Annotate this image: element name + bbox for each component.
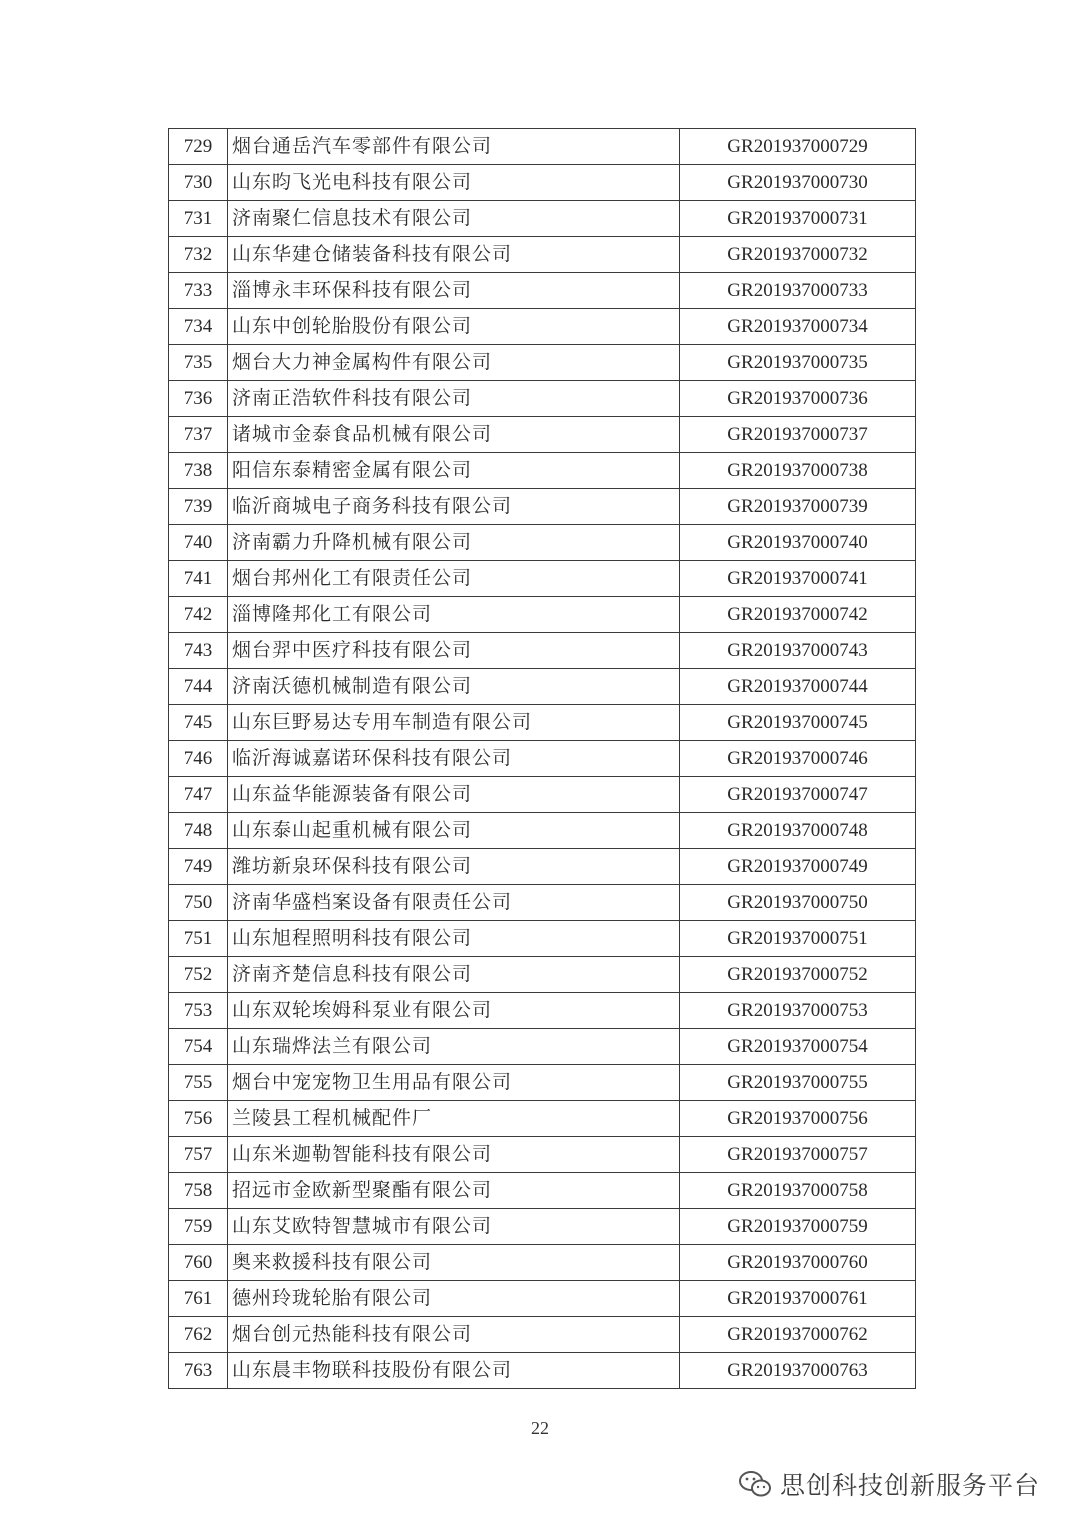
company-table	[168, 128, 916, 1389]
table-row	[169, 633, 916, 669]
certificate-code: GR201937000759	[680, 1209, 916, 1245]
table-row	[169, 1245, 916, 1281]
table-row	[169, 129, 916, 165]
table-row	[169, 1209, 916, 1245]
row-number: 748	[169, 813, 228, 849]
table-row	[169, 1173, 916, 1209]
certificate-code: GR201937000749	[680, 849, 916, 885]
row-number: 740	[169, 525, 228, 561]
row-number: 743	[169, 633, 228, 669]
row-number: 753	[169, 993, 228, 1029]
table-row	[169, 201, 916, 237]
company-name: 山东益华能源装备有限公司	[228, 777, 680, 813]
certificate-code: GR201937000729	[680, 129, 916, 165]
table-row	[169, 1029, 916, 1065]
certificate-code: GR201937000738	[680, 453, 916, 489]
row-number: 763	[169, 1353, 228, 1389]
row-number: 731	[169, 201, 228, 237]
certificate-code: GR201937000746	[680, 741, 916, 777]
certificate-code: GR201937000762	[680, 1317, 916, 1353]
company-name: 诸城市金泰食品机械有限公司	[228, 417, 680, 453]
certificate-code: GR201937000731	[680, 201, 916, 237]
certificate-code: GR201937000755	[680, 1065, 916, 1101]
row-number: 746	[169, 741, 228, 777]
certificate-code: GR201937000752	[680, 957, 916, 993]
certificate-code: GR201937000743	[680, 633, 916, 669]
row-number: 738	[169, 453, 228, 489]
company-name: 山东华建仓储装备科技有限公司	[228, 237, 680, 273]
row-number: 750	[169, 885, 228, 921]
certificate-code: GR201937000757	[680, 1137, 916, 1173]
table-row	[169, 489, 916, 525]
certificate-code: GR201937000748	[680, 813, 916, 849]
table-row	[169, 345, 916, 381]
row-number: 757	[169, 1137, 228, 1173]
table-row	[169, 1065, 916, 1101]
row-number: 744	[169, 669, 228, 705]
table-row	[169, 525, 916, 561]
table-row	[169, 669, 916, 705]
table-row	[169, 381, 916, 417]
company-name: 济南齐楚信息科技有限公司	[228, 957, 680, 993]
company-name: 临沂海诚嘉诺环保科技有限公司	[228, 741, 680, 777]
certificate-code: GR201937000760	[680, 1245, 916, 1281]
table-row	[169, 237, 916, 273]
certificate-code: GR201937000745	[680, 705, 916, 741]
row-number: 751	[169, 921, 228, 957]
company-name: 招远市金欧新型聚酯有限公司	[228, 1173, 680, 1209]
table-row	[169, 921, 916, 957]
table-row	[169, 993, 916, 1029]
certificate-code: GR201937000744	[680, 669, 916, 705]
certificate-code: GR201937000736	[680, 381, 916, 417]
company-name: 济南华盛档案设备有限责任公司	[228, 885, 680, 921]
row-number: 760	[169, 1245, 228, 1281]
table-row	[169, 417, 916, 453]
company-name: 潍坊新泉环保科技有限公司	[228, 849, 680, 885]
row-number: 747	[169, 777, 228, 813]
company-name: 山东米迦勒智能科技有限公司	[228, 1137, 680, 1173]
row-number: 754	[169, 1029, 228, 1065]
row-number: 733	[169, 273, 228, 309]
company-name: 山东艾欧特智慧城市有限公司	[228, 1209, 680, 1245]
row-number: 762	[169, 1317, 228, 1353]
certificate-code: GR201937000740	[680, 525, 916, 561]
company-name: 烟台羿中医疗科技有限公司	[228, 633, 680, 669]
table-row	[169, 273, 916, 309]
table-row	[169, 813, 916, 849]
row-number: 745	[169, 705, 228, 741]
row-number: 735	[169, 345, 228, 381]
watermark-text: 思创科技创新服务平台	[779, 1471, 1040, 1500]
wechat-icon	[738, 1469, 772, 1499]
table-row	[169, 705, 916, 741]
table-row	[169, 777, 916, 813]
certificate-code: GR201937000734	[680, 309, 916, 345]
company-name: 烟台邦州化工有限责任公司	[228, 561, 680, 597]
certificate-code: GR201937000758	[680, 1173, 916, 1209]
row-number: 741	[169, 561, 228, 597]
table-row	[169, 561, 916, 597]
company-name: 阳信东泰精密金属有限公司	[228, 453, 680, 489]
row-number: 742	[169, 597, 228, 633]
company-name: 山东巨野易达专用车制造有限公司	[228, 705, 680, 741]
row-number: 756	[169, 1101, 228, 1137]
company-name: 烟台通岳汽车零部件有限公司	[228, 129, 680, 165]
company-name: 山东晨丰物联科技股份有限公司	[228, 1353, 680, 1389]
row-number: 737	[169, 417, 228, 453]
company-name: 淄博隆邦化工有限公司	[228, 597, 680, 633]
certificate-code: GR201937000739	[680, 489, 916, 525]
watermark	[738, 1466, 1040, 1502]
company-name: 济南沃德机械制造有限公司	[228, 669, 680, 705]
certificate-code: GR201937000753	[680, 993, 916, 1029]
company-name: 山东瑞烨法兰有限公司	[228, 1029, 680, 1065]
row-number: 761	[169, 1281, 228, 1317]
row-number: 759	[169, 1209, 228, 1245]
table-row	[169, 165, 916, 201]
row-number: 755	[169, 1065, 228, 1101]
table-row	[169, 957, 916, 993]
row-number: 758	[169, 1173, 228, 1209]
table-row	[169, 1137, 916, 1173]
certificate-code: GR201937000747	[680, 777, 916, 813]
row-number: 736	[169, 381, 228, 417]
company-name: 奥来救援科技有限公司	[228, 1245, 680, 1281]
row-number: 749	[169, 849, 228, 885]
company-name: 济南霸力升降机械有限公司	[228, 525, 680, 561]
certificate-code: GR201937000735	[680, 345, 916, 381]
company-name: 山东昀飞光电科技有限公司	[228, 165, 680, 201]
table-row	[169, 453, 916, 489]
company-name: 山东中创轮胎股份有限公司	[228, 309, 680, 345]
company-name: 兰陵县工程机械配件厂	[228, 1101, 680, 1137]
row-number: 730	[169, 165, 228, 201]
row-number: 752	[169, 957, 228, 993]
certificate-code: GR201937000750	[680, 885, 916, 921]
company-name: 济南聚仁信息技术有限公司	[228, 201, 680, 237]
certificate-code: GR201937000733	[680, 273, 916, 309]
table-row	[169, 1353, 916, 1389]
table-row	[169, 885, 916, 921]
row-number: 732	[169, 237, 228, 273]
certificate-code: GR201937000737	[680, 417, 916, 453]
certificate-code: GR201937000751	[680, 921, 916, 957]
row-number: 734	[169, 309, 228, 345]
certificate-code: GR201937000732	[680, 237, 916, 273]
company-name: 临沂商城电子商务科技有限公司	[228, 489, 680, 525]
certificate-code: GR201937000754	[680, 1029, 916, 1065]
table-row	[169, 309, 916, 345]
table-row	[169, 1317, 916, 1353]
company-name: 德州玲珑轮胎有限公司	[228, 1281, 680, 1317]
certificate-code: GR201937000742	[680, 597, 916, 633]
row-number: 729	[169, 129, 228, 165]
row-number: 739	[169, 489, 228, 525]
table-row	[169, 1281, 916, 1317]
table-row	[169, 849, 916, 885]
table-row	[169, 597, 916, 633]
company-name: 烟台大力神金属构件有限公司	[228, 345, 680, 381]
certificate-code: GR201937000730	[680, 165, 916, 201]
company-name: 济南正浩软件科技有限公司	[228, 381, 680, 417]
table-row	[169, 741, 916, 777]
page-number: 22	[531, 1418, 549, 1438]
certificate-code: GR201937000763	[680, 1353, 916, 1389]
company-name: 淄博永丰环保科技有限公司	[228, 273, 680, 309]
certificate-code: GR201937000756	[680, 1101, 916, 1137]
company-name: 山东双轮埃姆科泵业有限公司	[228, 993, 680, 1029]
company-name: 烟台创元热能科技有限公司	[228, 1317, 680, 1353]
company-name: 烟台中宠宠物卫生用品有限公司	[228, 1065, 680, 1101]
company-name: 山东旭程照明科技有限公司	[228, 921, 680, 957]
certificate-code: GR201937000761	[680, 1281, 916, 1317]
table-body	[169, 129, 916, 1389]
company-name: 山东泰山起重机械有限公司	[228, 813, 680, 849]
table-row	[169, 1101, 916, 1137]
certificate-code: GR201937000741	[680, 561, 916, 597]
